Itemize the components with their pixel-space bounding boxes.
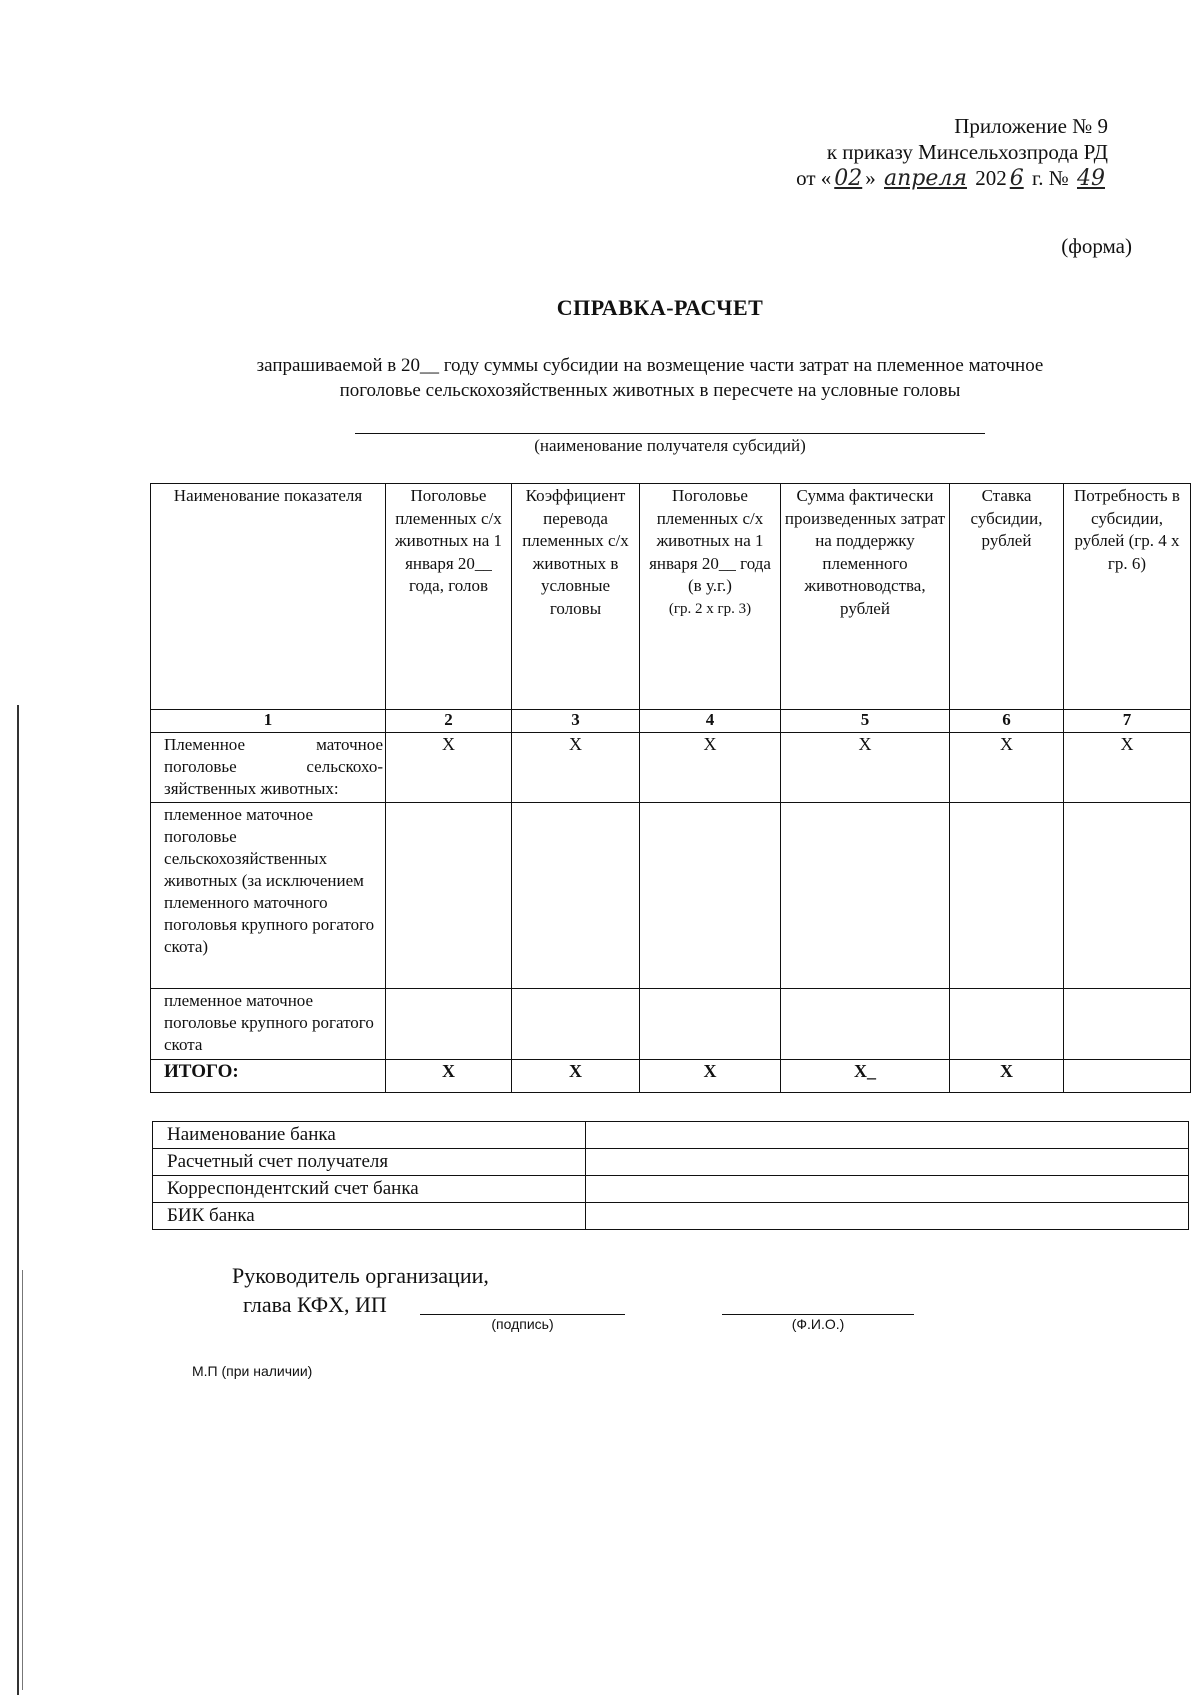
header-conversion-coefficient: Коэффициент перевода племенных с/х животных в условные головы bbox=[512, 484, 640, 710]
appendix-header bbox=[796, 113, 1108, 192]
row-label-non-cattle: племенное маточное поголовье сельскохозяйственных животных (за исключением племенного маточного поголовья крупного рогатого скота) bbox=[151, 803, 386, 989]
settlement-account-label: Расчетный счет получателя bbox=[153, 1149, 586, 1176]
settlement-account-value[interactable] bbox=[586, 1149, 1189, 1176]
input-cell[interactable] bbox=[781, 989, 950, 1060]
bank-row bbox=[153, 1176, 1189, 1203]
total-label: ИТОГО: bbox=[151, 1060, 386, 1093]
signatory-title: Руководитель организации, bbox=[232, 1263, 489, 1288]
stamp-place-label: М.П (при наличии) bbox=[192, 1363, 313, 1379]
crossed-cell: X bbox=[640, 1060, 781, 1093]
input-cell[interactable] bbox=[1064, 989, 1191, 1060]
table-header-row bbox=[151, 484, 1191, 710]
subsidy-calculation-table bbox=[150, 483, 1191, 1093]
header-actual-costs: Сумма фактически произведенных затрат на поддержку племенного животноводства, рублей bbox=[781, 484, 950, 710]
crossed-cell: X bbox=[640, 733, 781, 803]
column-number: 3 bbox=[512, 710, 640, 733]
column-number: 4 bbox=[640, 710, 781, 733]
scan-margin-line bbox=[17, 705, 19, 1695]
column-number: 1 bbox=[151, 710, 386, 733]
input-cell[interactable] bbox=[950, 989, 1064, 1060]
input-cell[interactable] bbox=[386, 803, 512, 989]
column-number-row bbox=[151, 710, 1191, 733]
input-cell[interactable] bbox=[512, 803, 640, 989]
input-cell[interactable] bbox=[781, 803, 950, 989]
recipient-name-field[interactable] bbox=[355, 433, 985, 434]
handwritten-day: 02 bbox=[834, 166, 863, 191]
row-label-cattle: племенное маточное поголовье крупного рогатого скота bbox=[151, 989, 386, 1060]
document-subtitle bbox=[180, 353, 1120, 403]
correspondent-account-label: Корреспондентский счет банка bbox=[153, 1176, 586, 1203]
header-subsidy-rate: Ставка субсидии, рублей bbox=[950, 484, 1064, 710]
input-cell[interactable] bbox=[386, 989, 512, 1060]
recipient-label: (наименование получателя субсидий) bbox=[534, 436, 806, 455]
header-formula-note: (гр. 2 х гр. 3) bbox=[668, 600, 752, 617]
header-subsidy-need: Потребность в субсидии, рублей (гр. 4 х гр. 6) bbox=[1064, 484, 1191, 710]
crossed-cell: X bbox=[512, 733, 640, 803]
header-indicator-name: Наименование показателя bbox=[151, 484, 386, 710]
handwritten-year-digit: 6 bbox=[1009, 166, 1024, 191]
crossed-cell: X bbox=[781, 733, 950, 803]
order-number-label: г. № bbox=[1031, 166, 1069, 190]
correspondent-account-value[interactable] bbox=[586, 1176, 1189, 1203]
document-title: СПРАВКА-РАСЧЕТ bbox=[556, 295, 764, 320]
order-reference: к приказу Минсельхозпрода РД bbox=[826, 140, 1108, 164]
date-year-prefix: 202 bbox=[975, 166, 1007, 190]
bik-value[interactable] bbox=[586, 1203, 1189, 1230]
column-number: 6 bbox=[950, 710, 1064, 733]
table-row bbox=[151, 989, 1191, 1060]
form-label: (форма) bbox=[1061, 234, 1132, 258]
crossed-cell: X bbox=[386, 1060, 512, 1093]
column-number: 2 bbox=[386, 710, 512, 733]
bank-name-label: Наименование банка bbox=[153, 1122, 586, 1149]
bank-row bbox=[153, 1122, 1189, 1149]
bank-row bbox=[153, 1203, 1189, 1230]
header-livestock-conditional-heads bbox=[640, 484, 781, 710]
subtitle-line-2: поголовье сельскохозяйственных животных в пересчете на условные головы bbox=[339, 380, 961, 401]
full-name-field[interactable] bbox=[722, 1314, 914, 1315]
input-cell[interactable] bbox=[950, 803, 1064, 989]
scan-margin-line bbox=[22, 1270, 23, 1690]
date-prefix: от « bbox=[796, 166, 832, 190]
header-livestock-count: Поголовье племенных с/х животных на 1 января 20__ года, голов bbox=[386, 484, 512, 710]
table-row bbox=[151, 733, 1191, 803]
input-cell[interactable] bbox=[1064, 803, 1191, 989]
bik-label: БИК банка bbox=[153, 1203, 586, 1230]
appendix-number: Приложение № 9 bbox=[954, 114, 1108, 138]
crossed-cell: X_ bbox=[781, 1060, 950, 1093]
signature-field[interactable] bbox=[420, 1314, 625, 1315]
input-cell[interactable] bbox=[512, 989, 640, 1060]
crossed-cell: X bbox=[512, 1060, 640, 1093]
crossed-cell: X bbox=[386, 733, 512, 803]
order-date-line bbox=[796, 165, 1108, 192]
row-label-breeding-livestock: Племенное маточное поголовье сельскохо-зяйственных животных: bbox=[151, 733, 386, 803]
crossed-cell: X bbox=[950, 733, 1064, 803]
crossed-cell: X bbox=[1064, 733, 1191, 803]
date-mid: » bbox=[865, 166, 876, 190]
handwritten-order-number: 49 bbox=[1077, 166, 1105, 191]
column-number: 7 bbox=[1064, 710, 1191, 733]
table-row bbox=[151, 803, 1191, 989]
column-number: 5 bbox=[781, 710, 950, 733]
input-cell[interactable] bbox=[640, 989, 781, 1060]
bank-row bbox=[153, 1149, 1189, 1176]
input-cell[interactable] bbox=[640, 803, 781, 989]
signature-label: (подпись) bbox=[491, 1316, 554, 1332]
subtitle-line-1: запрашиваемой в 20__ году суммы субсидии на возмещение части затрат на племенное маточное bbox=[256, 355, 1044, 376]
signatory-subtitle: глава КФХ, ИП bbox=[243, 1292, 387, 1317]
signatory-block bbox=[232, 1261, 489, 1319]
bank-name-value[interactable] bbox=[586, 1122, 1189, 1149]
table-total-row bbox=[151, 1060, 1191, 1093]
crossed-cell: X bbox=[950, 1060, 1064, 1093]
bank-details-table bbox=[152, 1121, 1189, 1230]
header-livestock-conditional-heads-text: Поголовье племенных с/х животных на 1 января 20__ года (в у.г.) bbox=[649, 486, 771, 595]
handwritten-month: апреля bbox=[884, 166, 967, 191]
total-subsidy-need-cell[interactable] bbox=[1064, 1060, 1191, 1093]
full-name-label: (Ф.И.О.) bbox=[791, 1316, 845, 1332]
